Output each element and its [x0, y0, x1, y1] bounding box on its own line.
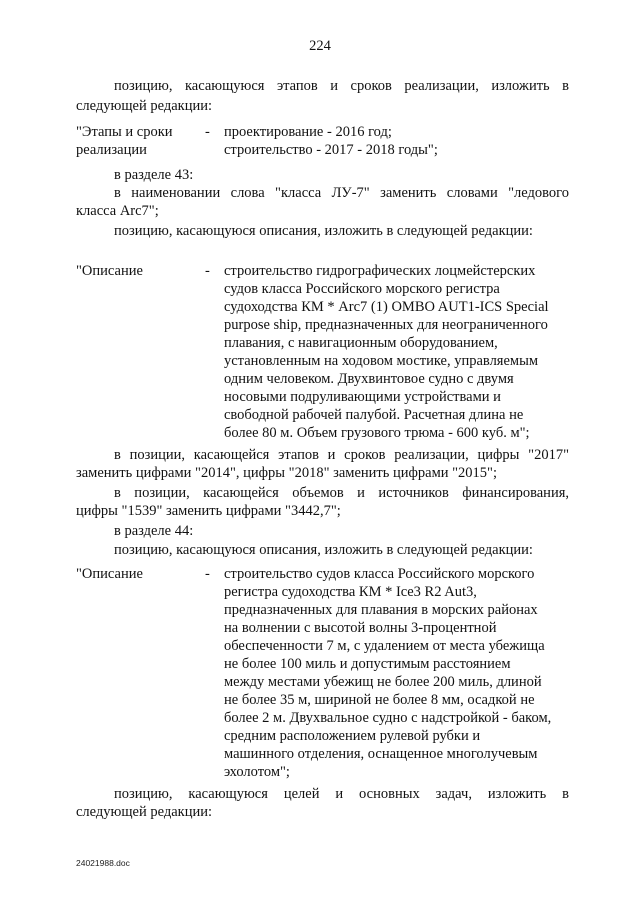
- table-3-right-line-8: не более 35 м, шириной не более 8 мм, осадкой не: [224, 692, 535, 708]
- paragraph-3-line-1: в наименовании слова "класса ЛУ-7" заменить словами "ледового: [114, 185, 569, 201]
- table-1-right-line-2: строительство - 2017 - 2018 годы";: [224, 142, 438, 158]
- paragraph-5-line-2: заменить цифрами "2014", цифры "2018" заменить цифрами "2015";: [76, 465, 498, 481]
- paragraph-1-line-1: позицию, касающуюся этапов и сроков реализации, изложить в: [114, 78, 569, 94]
- paragraph-5-line-1: в позиции, касающейся этапов и сроков реализации, цифры "2017": [114, 447, 569, 463]
- footer-filename: 24021988.doc: [76, 858, 130, 868]
- paragraph-9-line-1: позицию, касающуюся целей и основных задач, изложить в: [114, 786, 569, 802]
- table-2-right-line-3: судоходства КМ * Arc7 (1) OMBO AUT1-ICS Special: [224, 299, 549, 315]
- table-3-left: "Описание: [76, 566, 143, 582]
- paragraph-6-line-2: цифры "1539" заменить цифрами "3442,7";: [76, 503, 341, 519]
- table-2-right-line-8: носовыми подруливающими устройствами и: [224, 389, 501, 405]
- table-2-right-line-2: судов класса Российского морского регистра: [224, 281, 500, 297]
- table-3-right-line-4: на волнении с высотой волны 3-процентной: [224, 620, 497, 636]
- paragraph-6-line-1: в позиции, касающейся объемов и источников финансирования,: [114, 485, 569, 501]
- table-1-right-line-1: проектирование - 2016 год;: [224, 124, 392, 140]
- table-3-right-line-11: машинного отделения, оснащенное многолучевым: [224, 746, 538, 762]
- table-3-dash: -: [205, 566, 210, 582]
- paragraph-9-line-2: следующей редакции:: [76, 804, 213, 820]
- page-number: 224: [309, 38, 331, 54]
- paragraph-4: позицию, касающуюся описания, изложить в следующей редакции:: [114, 223, 533, 239]
- paragraph-2: в разделе 43:: [114, 167, 194, 183]
- table-3-right-line-9: более 2 м. Двухвальное судно с надстройкой - баком,: [224, 710, 552, 726]
- table-3-right-line-10: средним расположением рулевой рубки и: [224, 728, 481, 744]
- table-1-dash: -: [205, 124, 210, 140]
- paragraph-3-line-2: класса Arc7";: [76, 203, 159, 219]
- table-2-right-line-10: более 80 м. Объем грузового трюма - 600 куб. м";: [224, 425, 530, 441]
- table-3-right-line-2: регистра судоходства КМ * Ice3 R2 Aut3,: [224, 584, 477, 600]
- paragraph-8: позицию, касающуюся описания, изложить в следующей редакции:: [114, 542, 533, 558]
- table-2-right-line-9: свободной рабочей палубой. Расчетная длина не: [224, 407, 524, 423]
- paragraph-7: в разделе 44:: [114, 523, 194, 539]
- table-3-right-line-1: строительство судов класса Российского морского: [224, 566, 535, 582]
- table-2-right-line-4: purpose ship, предназначенных для неограниченного: [224, 317, 548, 333]
- table-3-right-line-3: предназначенных для плавания в морских районах: [224, 602, 538, 618]
- table-2-right-line-7: одним человеком. Двухвинтовое судно с двумя: [224, 371, 514, 387]
- table-2-left: "Описание: [76, 263, 143, 279]
- table-2-right-line-1: строительство гидрографических лоцмейстерских: [224, 263, 536, 279]
- table-3-right-line-6: не более 100 миль и допустимым расстоянием: [224, 656, 511, 672]
- table-2-dash: -: [205, 263, 210, 279]
- table-2-right-line-5: плавания, с навигационным оборудованием,: [224, 335, 498, 351]
- table-3-right-line-5: обеспеченности 7 м, с удалением от места убежища: [224, 638, 545, 654]
- table-3-right-line-12: эхолотом";: [224, 764, 290, 780]
- table-2-right-line-6: установленным на ходовом мостике, управляемым: [224, 353, 539, 369]
- table-1-left-line-2: реализации: [76, 142, 147, 158]
- table-3-right-line-7: между местами убежищ не более 200 миль, длиной: [224, 674, 542, 690]
- paragraph-1-line-2: следующей редакции:: [76, 98, 213, 114]
- table-1-left-line-1: "Этапы и сроки: [76, 124, 173, 140]
